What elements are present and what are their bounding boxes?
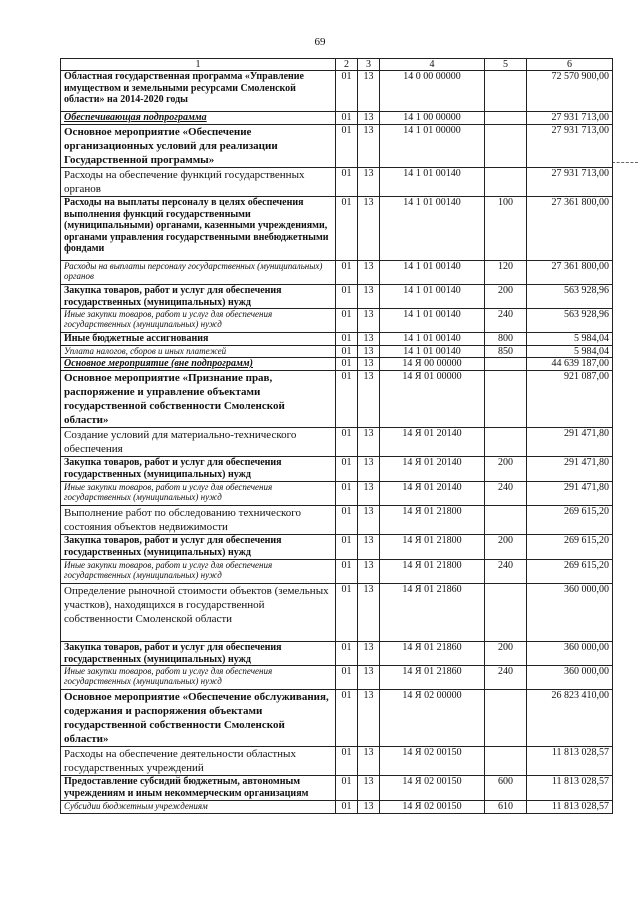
- row-expense-type-cell: 240: [485, 309, 527, 333]
- row-amount-cell: 72 570 900,00: [527, 71, 613, 112]
- row-amount-cell: 11 813 028,57: [527, 801, 613, 814]
- row-expense-type-cell: 800: [485, 333, 527, 346]
- row-target-code-cell: 14 1 01 00140: [380, 197, 485, 261]
- row-target-code-cell: 14 1 01 00140: [380, 261, 485, 285]
- row-target-code-cell: 14 1 01 00140: [380, 168, 485, 197]
- row-target-code-cell: 14 Я 00 00000: [380, 358, 485, 371]
- row-expense-type-cell: [485, 690, 527, 747]
- row-expense-type-cell: 600: [485, 776, 527, 801]
- row-subsection-cell: 13: [358, 125, 380, 168]
- row-subsection-cell: 13: [358, 482, 380, 506]
- row-target-code-cell: 14 1 01 00000: [380, 125, 485, 168]
- row-expense-type-cell: [485, 71, 527, 112]
- row-amount-cell: 360 000,00: [527, 584, 613, 642]
- row-amount-cell: 360 000,00: [527, 666, 613, 690]
- row-name-cell: Расходы на выплаты персоналу государственных (муниципальных) органов: [61, 261, 336, 285]
- row-section-cell: 01: [336, 690, 358, 747]
- row-amount-cell: 5 984,04: [527, 333, 613, 346]
- row-subsection-cell: 13: [358, 801, 380, 814]
- header-cell-6: 6: [527, 59, 613, 71]
- row-section-cell: 01: [336, 535, 358, 560]
- row-expense-type-cell: [485, 747, 527, 776]
- row-name-cell: Иные закупки товаров, работ и услуг для обеспечения государственных (муниципальных) нужд: [61, 666, 336, 690]
- row-section-cell: 01: [336, 457, 358, 482]
- row-subsection-cell: 13: [358, 112, 380, 125]
- row-name-cell: Обеспечивающая подпрограмма: [61, 112, 336, 125]
- row-subsection-cell: 13: [358, 642, 380, 666]
- row-amount-cell: 27 361 800,00: [527, 197, 613, 261]
- row-amount-cell: 27 361 800,00: [527, 261, 613, 285]
- table-row: [61, 560, 613, 584]
- row-section-cell: 01: [336, 197, 358, 261]
- table-row: [61, 584, 613, 642]
- row-amount-cell: 269 615,20: [527, 506, 613, 535]
- header-cell-1: 1: [61, 59, 336, 71]
- row-target-code-cell: 14 1 01 00140: [380, 285, 485, 309]
- row-section-cell: 01: [336, 112, 358, 125]
- table-row: [61, 333, 613, 346]
- row-target-code-cell: 14 Я 01 00000: [380, 371, 485, 428]
- row-amount-cell: 27 931 713,00: [527, 125, 613, 168]
- row-amount-cell: 563 928,96: [527, 309, 613, 333]
- row-target-code-cell: 14 Я 01 21860: [380, 666, 485, 690]
- table-header-row: [61, 59, 613, 71]
- row-section-cell: 01: [336, 309, 358, 333]
- row-expense-type-cell: 610: [485, 801, 527, 814]
- row-section-cell: 01: [336, 666, 358, 690]
- row-expense-type-cell: [485, 358, 527, 371]
- row-expense-type-cell: [485, 112, 527, 125]
- row-target-code-cell: 14 Я 01 20140: [380, 482, 485, 506]
- row-subsection-cell: 13: [358, 71, 380, 112]
- table-row: [61, 801, 613, 814]
- row-amount-cell: 5 984,04: [527, 345, 613, 358]
- row-amount-cell: 11 813 028,57: [527, 747, 613, 776]
- row-name-cell: Иные закупки товаров, работ и услуг для обеспечения государственных (муниципальных) нужд: [61, 482, 336, 506]
- row-subsection-cell: 13: [358, 747, 380, 776]
- row-expense-type-cell: 850: [485, 345, 527, 358]
- row-amount-cell: 269 615,20: [527, 560, 613, 584]
- row-target-code-cell: 14 Я 01 21860: [380, 584, 485, 642]
- table-row: [61, 535, 613, 560]
- row-target-code-cell: 14 1 01 00140: [380, 333, 485, 346]
- row-expense-type-cell: 240: [485, 560, 527, 584]
- table-row: [61, 482, 613, 506]
- row-section-cell: 01: [336, 168, 358, 197]
- row-target-code-cell: 14 Я 01 21800: [380, 560, 485, 584]
- row-section-cell: 01: [336, 506, 358, 535]
- row-expense-type-cell: [485, 125, 527, 168]
- row-name-cell: Предоставление субсидий бюджетным, автономным учреждениям и иным некоммерческим организациям: [61, 776, 336, 801]
- row-amount-cell: 291 471,80: [527, 457, 613, 482]
- row-amount-cell: 563 928,96: [527, 285, 613, 309]
- row-name-cell: Создание условий для материально-технического обеспечения: [61, 428, 336, 457]
- table-row: [61, 345, 613, 358]
- row-expense-type-cell: 240: [485, 482, 527, 506]
- row-name-cell: Иные закупки товаров, работ и услуг для обеспечения государственных (муниципальных) нужд: [61, 309, 336, 333]
- row-expense-type-cell: [485, 168, 527, 197]
- table-row: [61, 371, 613, 428]
- row-target-code-cell: 14 Я 01 21800: [380, 535, 485, 560]
- table-row: [61, 71, 613, 112]
- row-amount-cell: 269 615,20: [527, 535, 613, 560]
- row-name-cell: Расходы на обеспечение деятельности областных государственных учреждений: [61, 747, 336, 776]
- table-row: [61, 747, 613, 776]
- row-expense-type-cell: 120: [485, 261, 527, 285]
- row-subsection-cell: 13: [358, 261, 380, 285]
- header-cell-3: 3: [358, 59, 380, 71]
- row-target-code-cell: 14 Я 02 00000: [380, 690, 485, 747]
- row-target-code-cell: 14 1 00 00000: [380, 112, 485, 125]
- row-section-cell: 01: [336, 747, 358, 776]
- row-subsection-cell: 13: [358, 690, 380, 747]
- row-section-cell: 01: [336, 584, 358, 642]
- row-amount-cell: 291 471,80: [527, 428, 613, 457]
- row-target-code-cell: 14 1 01 00140: [380, 309, 485, 333]
- table-row: [61, 168, 613, 197]
- table-row: [61, 358, 613, 371]
- row-subsection-cell: 13: [358, 560, 380, 584]
- table-row: [61, 261, 613, 285]
- row-name-cell: Иные закупки товаров, работ и услуг для обеспечения государственных (муниципальных) нужд: [61, 560, 336, 584]
- row-name-cell: Определение рыночной стоимости объектов (земельных участков), находящихся в государственной собственности Смоленской области: [61, 584, 336, 642]
- row-section-cell: 01: [336, 285, 358, 309]
- row-section-cell: 01: [336, 71, 358, 112]
- row-subsection-cell: 13: [358, 666, 380, 690]
- row-subsection-cell: 13: [358, 457, 380, 482]
- row-section-cell: 01: [336, 428, 358, 457]
- row-subsection-cell: 13: [358, 371, 380, 428]
- row-subsection-cell: 13: [358, 333, 380, 346]
- row-subsection-cell: 13: [358, 197, 380, 261]
- table-row: [61, 125, 613, 168]
- row-name-cell: Закупка товаров, работ и услуг для обеспечения государственных (муниципальных) нужд: [61, 535, 336, 560]
- table-row: [61, 112, 613, 125]
- row-name-cell: Уплата налогов, сборов и иных платежей: [61, 345, 336, 358]
- row-section-cell: 01: [336, 776, 358, 801]
- row-section-cell: 01: [336, 560, 358, 584]
- row-subsection-cell: 13: [358, 776, 380, 801]
- table-row: [61, 506, 613, 535]
- table-row: [61, 285, 613, 309]
- row-amount-cell: 26 823 410,00: [527, 690, 613, 747]
- header-cell-2: 2: [336, 59, 358, 71]
- row-amount-cell: 360 000,00: [527, 642, 613, 666]
- row-section-cell: 01: [336, 642, 358, 666]
- row-target-code-cell: 14 Я 01 21860: [380, 642, 485, 666]
- row-subsection-cell: 13: [358, 285, 380, 309]
- row-amount-cell: 27 931 713,00: [527, 168, 613, 197]
- row-section-cell: 01: [336, 358, 358, 371]
- row-expense-type-cell: 200: [485, 642, 527, 666]
- row-expense-type-cell: [485, 506, 527, 535]
- table-row: [61, 776, 613, 801]
- header-cell-4: 4: [380, 59, 485, 71]
- row-name-cell: Закупка товаров, работ и услуг для обеспечения государственных (муниципальных) нужд: [61, 457, 336, 482]
- row-section-cell: 01: [336, 333, 358, 346]
- row-amount-cell: 921 087,00: [527, 371, 613, 428]
- row-name-cell: Расходы на обеспечение функций государственных органов: [61, 168, 336, 197]
- row-expense-type-cell: [485, 371, 527, 428]
- row-target-code-cell: 14 Я 01 20140: [380, 457, 485, 482]
- row-section-cell: 01: [336, 345, 358, 358]
- table-row: [61, 642, 613, 666]
- row-expense-type-cell: 200: [485, 285, 527, 309]
- row-amount-cell: 291 471,80: [527, 482, 613, 506]
- row-subsection-cell: 13: [358, 358, 380, 371]
- table-row: [61, 309, 613, 333]
- row-section-cell: 01: [336, 371, 358, 428]
- row-expense-type-cell: 240: [485, 666, 527, 690]
- row-subsection-cell: 13: [358, 506, 380, 535]
- header-cell-5: 5: [485, 59, 527, 71]
- row-target-code-cell: 14 Я 01 20140: [380, 428, 485, 457]
- row-target-code-cell: 14 0 00 00000: [380, 71, 485, 112]
- row-name-cell: Закупка товаров, работ и услуг для обеспечения государственных (муниципальных) нужд: [61, 642, 336, 666]
- row-amount-cell: 44 639 187,00: [527, 358, 613, 371]
- table-row: [61, 666, 613, 690]
- row-section-cell: 01: [336, 125, 358, 168]
- row-target-code-cell: 14 Я 02 00150: [380, 776, 485, 801]
- row-name-cell: Субсидии бюджетным учреждениям: [61, 801, 336, 814]
- row-amount-cell: 11 813 028,57: [527, 776, 613, 801]
- row-name-cell: Выполнение работ по обследованию технического состояния объектов недвижимости: [61, 506, 336, 535]
- row-subsection-cell: 13: [358, 168, 380, 197]
- row-target-code-cell: 14 Я 01 21800: [380, 506, 485, 535]
- row-section-cell: 01: [336, 482, 358, 506]
- row-expense-type-cell: 200: [485, 535, 527, 560]
- row-section-cell: 01: [336, 261, 358, 285]
- row-expense-type-cell: 200: [485, 457, 527, 482]
- row-name-cell: Иные бюджетные ассигнования: [61, 333, 336, 346]
- row-name-cell: Основное мероприятие «Признание прав, распоряжение и управление объектами государственной собственности Смоленской области»: [61, 371, 336, 428]
- table-row: [61, 197, 613, 261]
- row-expense-type-cell: [485, 584, 527, 642]
- row-subsection-cell: 13: [358, 584, 380, 642]
- row-target-code-cell: 14 Я 02 00150: [380, 747, 485, 776]
- budget-table: [60, 58, 613, 814]
- row-subsection-cell: 13: [358, 309, 380, 333]
- row-name-cell: Основное мероприятие «Обеспечение обслуживания, содержания и распоряжения объектами государственной собственности Смоленской области»: [61, 690, 336, 747]
- page-number: 69: [314, 36, 326, 48]
- row-name-cell: Основное мероприятие (вне подпрограмм): [61, 358, 336, 371]
- row-name-cell: Расходы на выплаты персоналу в целях обеспечения выполнения функций государственными (муниципальными) органами, казенными учреждениями, органами управления государственными внебюджетными фондами: [61, 197, 336, 261]
- row-subsection-cell: 13: [358, 428, 380, 457]
- margin-dash-mark: [612, 162, 638, 163]
- budget-table-body: [61, 59, 613, 814]
- row-target-code-cell: 14 1 01 00140: [380, 345, 485, 358]
- row-section-cell: 01: [336, 801, 358, 814]
- table-row: [61, 457, 613, 482]
- table-row: [61, 428, 613, 457]
- row-name-cell: Областная государственная программа «Управление имуществом и земельными ресурсами Смоленской области» на 2014-2020 годы: [61, 71, 336, 112]
- row-name-cell: Закупка товаров, работ и услуг для обеспечения государственных (муниципальных) нужд: [61, 285, 336, 309]
- row-expense-type-cell: 100: [485, 197, 527, 261]
- row-subsection-cell: 13: [358, 345, 380, 358]
- row-target-code-cell: 14 Я 02 00150: [380, 801, 485, 814]
- table-row: [61, 690, 613, 747]
- row-amount-cell: 27 931 713,00: [527, 112, 613, 125]
- row-subsection-cell: 13: [358, 535, 380, 560]
- row-expense-type-cell: [485, 428, 527, 457]
- row-name-cell: Основное мероприятие «Обеспечение организационных условий для реализации Государственной программы»: [61, 125, 336, 168]
